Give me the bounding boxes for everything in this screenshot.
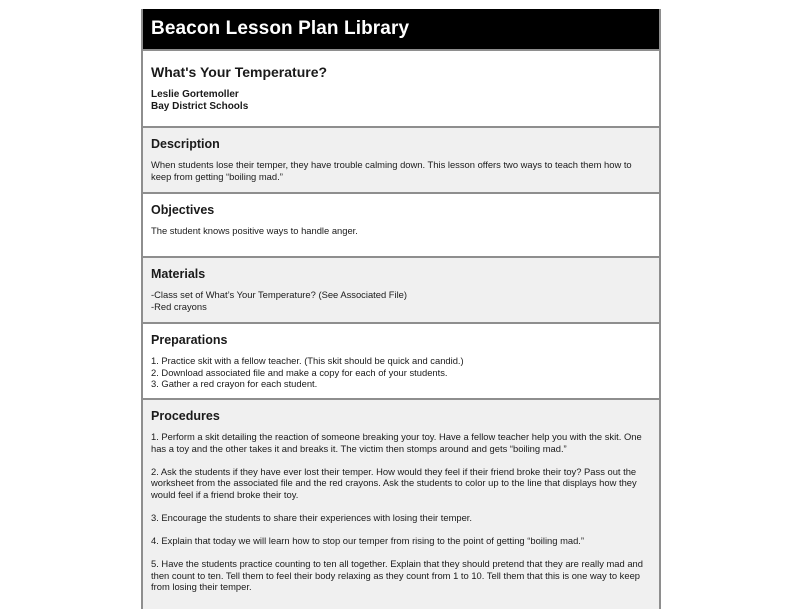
procedure-step: 3. Encourage the students to share their experiences with losing their temper.: [151, 511, 473, 523]
procedure-step: 4. Explain that today we will learn how to stop our temper from rising to the point of getting “boiling mad.”: [151, 535, 585, 547]
objectives-text: The student knows positive ways to handle anger.: [151, 225, 358, 236]
procedure-step: 1. Perform a skit detailing the reaction of someone breaking your toy. Have a fellow teacher help you with the skit. One has a toy and the other takes it and breaks it. The victim then stomps around and gets “boiling mad.”: [151, 431, 642, 454]
materials-section: [143, 256, 659, 322]
preparations-heading: Preparations: [151, 333, 228, 347]
description-heading: Description: [151, 137, 220, 151]
objectives-heading: Objectives: [151, 203, 215, 217]
procedure-step: 5. Have the students practice counting to ten all together. Explain that they should pretend that they are really mad and then count to ten. Tell them to feel their body relaxing as they count from 1 to 10. Tell them that this is one way to keep from losing their temper.: [151, 558, 643, 593]
lesson-author: Leslie Gortemoller: [151, 89, 239, 100]
lesson-plan-page: [141, 9, 661, 609]
materials-heading: Materials: [151, 267, 206, 281]
lesson-header: [143, 49, 659, 126]
preparations-item: 1. Practice skit with a fellow teacher. (This skit should be quick and candid.): [151, 355, 464, 366]
preparations-item: 2. Download associated file and make a copy for each of your students.: [151, 366, 448, 378]
materials-list: [151, 289, 651, 312]
preparations-item: 3. Gather a red crayon for each student.: [151, 378, 318, 390]
lesson-title: What's Your Temperature?: [151, 64, 328, 80]
site-banner: [143, 9, 659, 49]
procedures-heading: Procedures: [151, 409, 220, 423]
procedures-list: [151, 431, 651, 593]
description-text: When students lose their temper, they have trouble calming down. This lesson offers two ways to teach them how to keep from getting “boiling mad.”: [151, 159, 632, 182]
lesson-school: Bay District Schools: [151, 101, 249, 112]
preparations-list: [151, 355, 651, 390]
site-title: Beacon Lesson Plan Library: [151, 18, 410, 39]
description-section: [143, 126, 659, 192]
materials-item: -Red crayons: [151, 300, 207, 312]
procedures-section: [143, 398, 659, 609]
materials-item: -Class set of What’s Your Temperature? (See Associated File): [151, 289, 408, 300]
objectives-section: [143, 192, 659, 256]
procedure-step: 2. Ask the students if they have ever lost their temper. How would they feel if their friend broke their toy? Pass out the worksheet from the associated file and the red crayons. Ask the students to color up to the line that displays how they would feel if a friend broke their toy.: [151, 465, 637, 500]
preparations-section: [143, 322, 659, 398]
